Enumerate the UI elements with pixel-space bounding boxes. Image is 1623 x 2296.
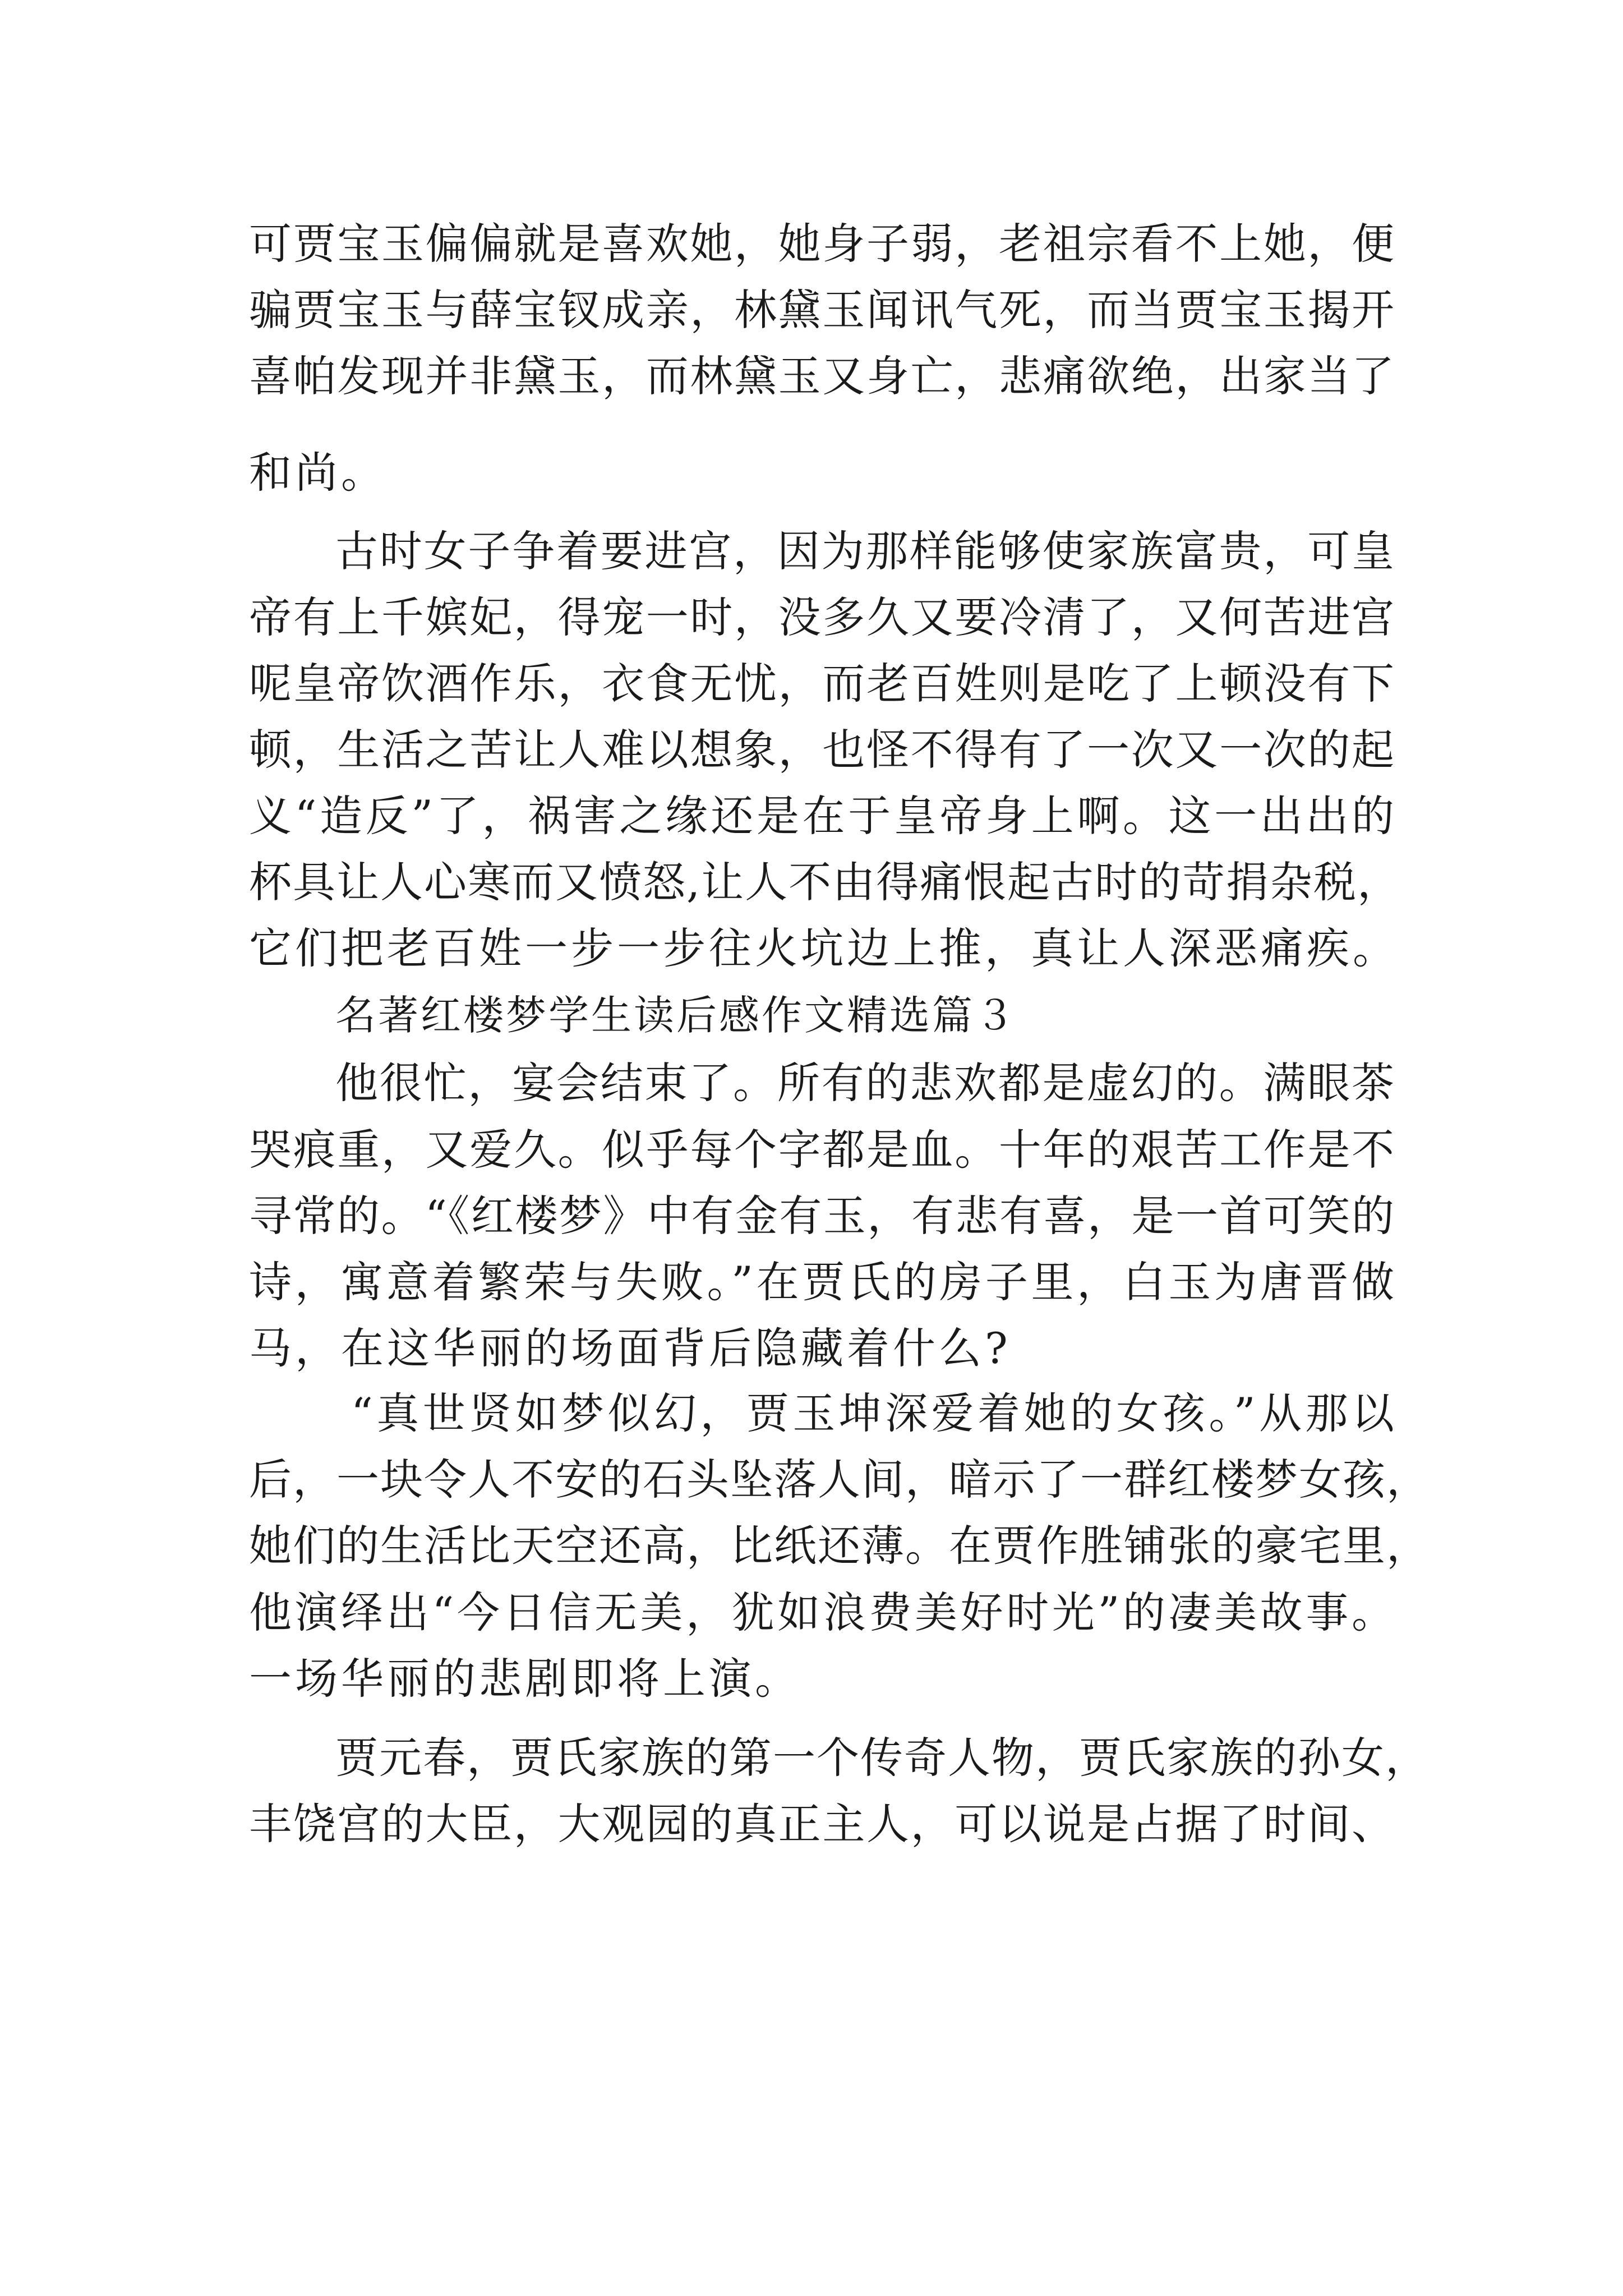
text-line-21: 他演绎出“今日信无美，犹如浪费美好时光”的凄美故事。 [249,1588,1395,1637]
text-line-20: 她们的生活比天空还高，比纸还薄。在贾作胜铺张的豪宅里， [249,1521,1430,1571]
section-heading: 名著红楼梦学生读后感作文精选篇３ [335,992,1018,1039]
text-line-5: 古时女子争着要进宫，因为那样能够使家族富贵，可皇 [335,526,1395,576]
text-line-11: 它们把老百姓一步一步往火坑边上推，真让人深恶痛疾。 [249,923,1399,973]
text-line-3: 喜帕发现并非黛玉，而林黛玉又身亡，悲痛欲绝，出家当了 [249,351,1395,401]
text-line-15: 寻常的。“《红楼梦》中有金有玉，有悲有喜，是一首可笑的 [249,1191,1395,1241]
text-line-14: 哭痕重，又爱久。似乎每个字都是血。十年的艰苦工作是不 [249,1125,1395,1175]
text-line-7: 呢皇帝饮酒作乐，衣食无忧，而老百姓则是吃了上顿没有下 [249,659,1395,708]
text-line-4: 和尚。 [249,448,387,498]
text-line-10: 杯具让人心寒而又愤怒,让人不由得痛恨起古时的苛捐杂税， [249,857,1401,907]
text-line-22: 一场华丽的悲剧即将上演。 [249,1654,801,1704]
text-line-23: 贾元春，贾氏家族的第一个传奇人物，贾氏家族的孙女， [335,1733,1429,1783]
text-line-8: 顿，生活之苦让人难以想象，也怪不得有了一次又一次的起 [249,725,1395,775]
text-line-2: 骗贾宝玉与薛宝钗成亲，林黛玉闻讯气死，而当贾宝玉揭开 [249,285,1395,335]
text-line-18: “真世贤如梦似幻，贾玉坤深爱着她的女孩。”从那以 [351,1388,1395,1438]
text-line-24: 丰饶宫的大臣，大观园的真正主人，可以说是占据了时间、 [249,1799,1395,1849]
text-line-16: 诗，寓意着繁荣与失败。”在贾氏的房子里，白玉为唐晋做 [249,1257,1395,1307]
text-line-19: 后，一块令人不安的石头坠落人间，暗示了一群红楼梦女孩， [249,1455,1430,1504]
text-line-6: 帝有上千嫔妃，得宠一时，没多久又要冷清了，又何苦进宫 [249,592,1395,642]
text-line-1: 可贾宝玉偏偏就是喜欢她，她身子弱，老祖宗看不上她，便 [249,219,1395,269]
text-line-17: 马，在这华丽的场面背后隐藏着什么? [249,1323,1011,1373]
text-line-9: 义“造反”了，祸害之缘还是在于皇帝身上啊。这一出出的 [249,791,1395,841]
text-line-13: 他很忙，宴会结束了。所有的悲欢都是虚幻的。满眼茶 [335,1058,1395,1108]
